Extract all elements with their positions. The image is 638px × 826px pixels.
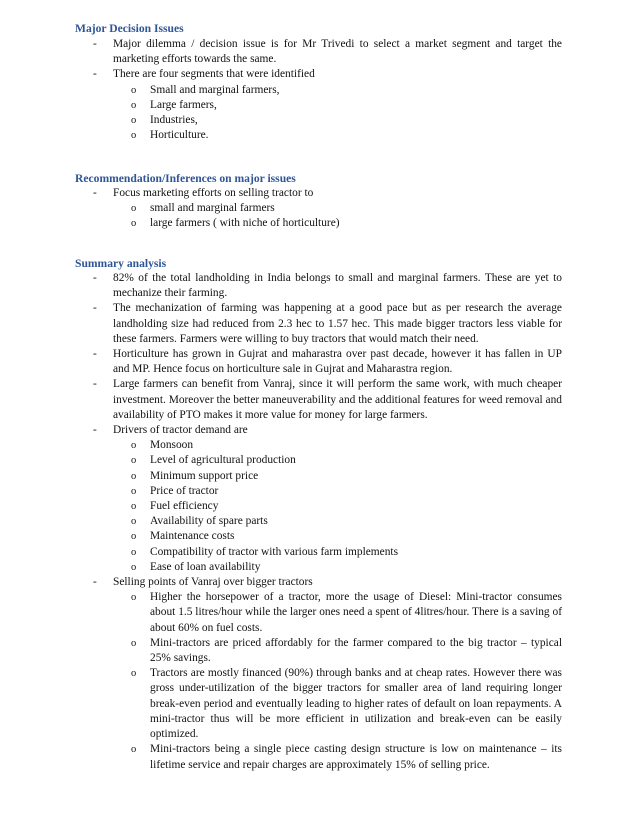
sub-list-item bbox=[113, 113, 562, 128]
circle-bullet: o bbox=[131, 516, 137, 528]
sub-list-item-text: Tractors are mostly financed (90%) through banks and at cheap rates. However there was gross under-utilization of the bigger tractors for smaller area of land requiring longer break-even period and eventually leading to higher rates of default on loan repayments. A mini-tractor thus will be more efficient in utilization and break-even can be easily optimized. bbox=[150, 667, 562, 741]
sub-list-item-text: Large farmers, bbox=[150, 98, 217, 111]
list-item-text: The mechanization of farming was happening at a good pace but as per research the average landholding size had reduced from 2.3 hec to 1.57 hec. This made bigger tractors less viable for these farmers. Farmers were willing to buy tractors that would match their need. bbox=[113, 302, 562, 345]
dash-bullet: - bbox=[93, 187, 97, 199]
sub-list-item bbox=[113, 128, 562, 143]
dash-bullet: - bbox=[93, 68, 97, 81]
list-item-text: Focus marketing efforts on selling tractor to bbox=[113, 187, 314, 199]
dash-bullet: - bbox=[93, 424, 97, 437]
circle-bullet: o bbox=[131, 485, 137, 497]
sub-list-item-text: Horticulture. bbox=[150, 129, 209, 142]
list-item-text: Major dilemma / decision issue is for Mr Trivedi to select a market segment and target the marketing efforts towards the same. bbox=[113, 38, 562, 66]
list-item-text: 82% of the total landholding in India belongs to small and marginal farmers. These are yet to mechanize their farming. bbox=[113, 272, 562, 300]
dash-bullet: - bbox=[93, 348, 97, 361]
sub-list-item-text: Price of tractor bbox=[150, 484, 219, 497]
sub-list-item bbox=[113, 98, 562, 113]
list-item bbox=[0, 186, 638, 232]
dash-bullet: - bbox=[93, 576, 97, 589]
sub-list-item bbox=[113, 514, 562, 529]
sub-list-item bbox=[113, 560, 562, 575]
circle-bullet: o bbox=[131, 744, 137, 756]
dash-bullet: - bbox=[93, 38, 97, 50]
sub-list-item-text: Level of agricultural production bbox=[150, 454, 296, 467]
sub-list-item-text: Minimum support price bbox=[150, 469, 259, 482]
sub-list-item bbox=[113, 636, 562, 666]
sub-list-item-text: Ease of loan availability bbox=[150, 560, 261, 573]
list-item bbox=[0, 67, 638, 143]
circle-bullet: o bbox=[131, 592, 137, 604]
section-heading-major-decision-issues: Major Decision Issues bbox=[75, 22, 184, 35]
circle-bullet: o bbox=[131, 501, 137, 513]
segment-sublist bbox=[113, 83, 562, 144]
circle-bullet: o bbox=[131, 637, 137, 649]
sub-list-item bbox=[113, 216, 562, 231]
sub-list-item-text: large farmers ( with niche of horticulture) bbox=[150, 217, 340, 230]
sub-list-item-text: Availability of spare parts bbox=[150, 515, 268, 528]
sub-list-item-text: Monsoon bbox=[150, 439, 194, 452]
sub-list-item bbox=[113, 83, 562, 98]
sub-list-item bbox=[113, 742, 562, 772]
circle-bullet: o bbox=[131, 99, 137, 111]
list-item bbox=[0, 37, 638, 67]
dash-bullet: - bbox=[93, 272, 97, 284]
demand-drivers-sublist bbox=[113, 438, 562, 575]
sub-list-item-text: Small and marginal farmers, bbox=[150, 83, 280, 96]
circle-bullet: o bbox=[131, 668, 137, 680]
list-item bbox=[0, 423, 638, 575]
sub-list-item-text: Industries, bbox=[150, 114, 198, 127]
major-decision-list bbox=[0, 37, 638, 143]
list-item-text: Large farmers can benefit from Vanraj, since it will perform the same work, with much cheaper investment. Moreover the better maneuverability and the additional features for weed removal and availability of PTO makes it more value for money for large farmers. bbox=[113, 378, 562, 421]
circle-bullet: o bbox=[131, 218, 137, 230]
sub-list-item bbox=[113, 666, 562, 742]
circle-bullet: o bbox=[131, 84, 137, 96]
dash-bullet: - bbox=[93, 302, 97, 315]
circle-bullet: o bbox=[131, 115, 137, 127]
sub-list-item-text: small and marginal farmers bbox=[150, 202, 275, 215]
list-item-text: There are four segments that were identified bbox=[113, 68, 315, 81]
sub-list-item-text: Compatibility of tractor with various farm implements bbox=[150, 545, 399, 558]
sub-list-item bbox=[113, 590, 562, 636]
sub-list-item-text: Higher the horsepower of a tractor, more the usage of Diesel: Mini-tractor consumes about 1.5 litres/hour while the larger ones need a spent of 4litres/hour. There is a saving of about 60% on fuel costs. bbox=[150, 591, 562, 634]
summary-list bbox=[0, 271, 638, 773]
list-item-text: Drivers of tractor demand are bbox=[113, 424, 248, 437]
list-item bbox=[0, 301, 638, 347]
recommendation-list bbox=[0, 186, 638, 232]
sub-list-item bbox=[113, 469, 562, 484]
section-heading-recommendation: Recommendation/Inferences on major issues bbox=[75, 172, 296, 185]
circle-bullet: o bbox=[131, 455, 137, 467]
recommendation-sublist bbox=[113, 201, 562, 231]
list-item bbox=[0, 347, 638, 377]
sub-list-item-text: Mini-tractors being a single piece casting design structure is low on maintenance – its lifetime service and repair charges are approximately 15% of selling price. bbox=[150, 743, 562, 771]
sub-list-item bbox=[113, 201, 562, 216]
list-item bbox=[0, 377, 638, 423]
list-item bbox=[0, 271, 638, 301]
dash-bullet: - bbox=[93, 378, 97, 391]
list-item bbox=[0, 575, 638, 773]
circle-bullet: o bbox=[131, 531, 137, 543]
circle-bullet: o bbox=[131, 203, 137, 215]
sub-list-item bbox=[113, 453, 562, 468]
sub-list-item bbox=[113, 499, 562, 514]
selling-points-sublist bbox=[113, 590, 562, 772]
circle-bullet: o bbox=[131, 440, 137, 452]
sub-list-item-text: Fuel efficiency bbox=[150, 500, 219, 513]
sub-list-item bbox=[113, 438, 562, 453]
circle-bullet: o bbox=[131, 470, 137, 482]
sub-list-item-text: Mini-tractors are priced affordably for the farmer compared to the big tractor – typical 25% savings. bbox=[150, 636, 562, 665]
circle-bullet: o bbox=[131, 561, 137, 573]
sub-list-item bbox=[113, 529, 562, 544]
sub-list-item-text: Maintenance costs bbox=[150, 530, 235, 543]
circle-bullet: o bbox=[131, 130, 137, 142]
section-heading-summary-analysis: Summary analysis bbox=[75, 257, 167, 270]
sub-list-item bbox=[113, 545, 562, 560]
list-item-text: Selling points of Vanraj over bigger tractors bbox=[113, 576, 313, 589]
list-item-text: Horticulture has grown in Gujrat and maharastra over past decade, however it has fallen in UP and MP. Hence focus on horticulture sale in Gujrat and Maharastra region. bbox=[113, 348, 562, 376]
circle-bullet: o bbox=[131, 546, 137, 558]
sub-list-item bbox=[113, 484, 562, 499]
